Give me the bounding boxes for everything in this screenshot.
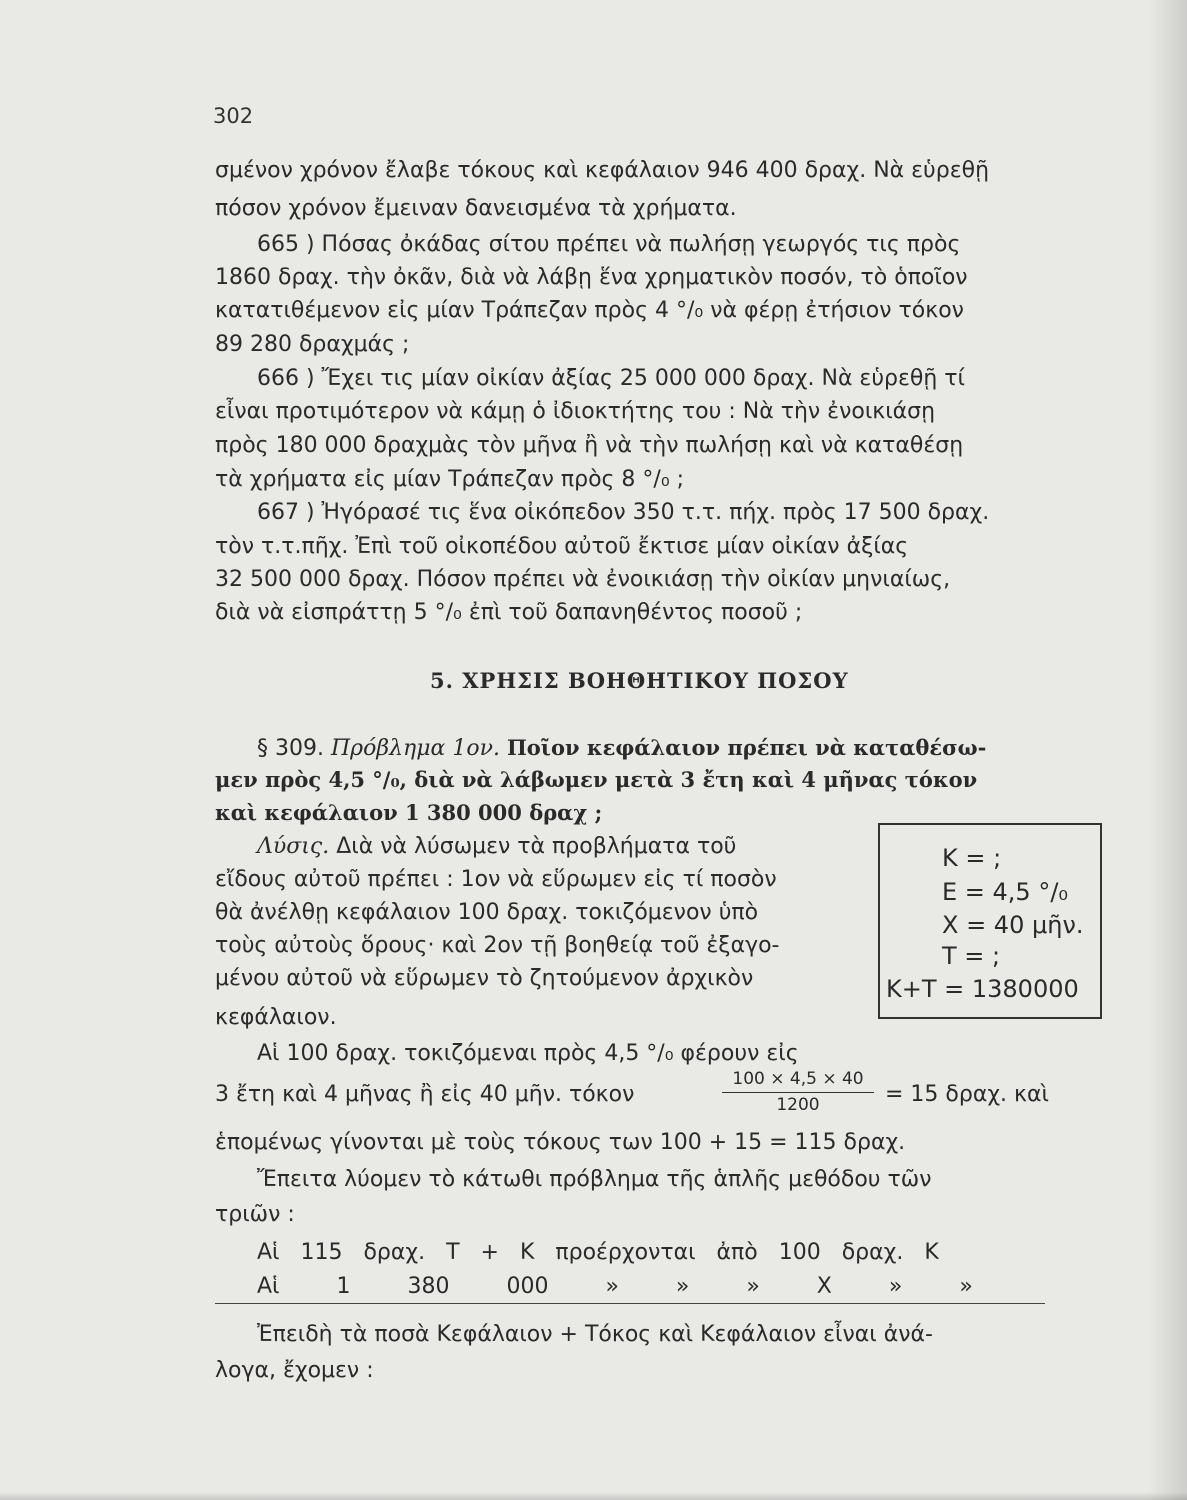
text-line: 1860 δραχ. τὴν ὀκᾶν, διὰ νὰ λάβῃ ἕνα χρηματικὸν ποσόν, τὸ ὁποῖον <box>215 265 968 290</box>
text-line: τὰ χρήματα εἰς μίαν Τράπεζαν πρὸς 8 °/₀ ; <box>215 467 685 492</box>
solution-label: Λύσις. <box>257 834 330 859</box>
text-line: διὰ νὰ εἰσπράττῃ 5 °/₀ ἐπὶ τοῦ δαπανηθέντος ποσοῦ ; <box>215 600 803 625</box>
text-line: θὰ ἀνέλθῃ κεφάλαιον 100 δραχ. τοκιζόμενον ὑπὸ <box>215 900 759 925</box>
text-line: ἑπομένως γίνονται μὲ τοὺς τόκους των 100 + 15 = 115 δραχ. <box>215 1130 906 1155</box>
problem-line-2: μεν πρὸς 4,5 °/₀, διὰ νὰ λάβωμεν μετὰ 3 ἔτη καὶ 4 μῆνας τόκον <box>215 767 978 792</box>
box-rate: E = 4,5 °/₀ <box>942 878 1069 906</box>
divider-rule <box>215 1303 1045 1304</box>
exercise-665: 665 ) Πόσας ὀκάδας σίτου πρέπει νὰ πωλήσῃ γεωργός τις πρὸς <box>257 232 961 257</box>
text-line: Ἔπειτα λύομεν τὸ κάτωθι πρόβλημα τῆς ἁπλῆς μεθόδου τῶν <box>257 1167 932 1192</box>
problem-line-3: καὶ κεφάλαιον 1 380 000 δραχ ; <box>215 800 603 825</box>
page-bottom-edge <box>0 1492 1187 1500</box>
exercise-666: 666 ) Ἔχει τις μίαν οἰκίαν ἀξίας 25 000 000 δραχ. Νὰ εὑρεθῇ τί <box>257 366 965 391</box>
solution-text: Διὰ νὰ λύσωμεν τὰ προβλήματα τοῦ <box>336 834 737 859</box>
text-line: εἴδους αὐτοῦ πρέπει : 1ον νὰ εὕρωμεν εἰς τί ποσὸν <box>215 867 777 892</box>
page-gutter-shadow <box>1147 0 1187 1500</box>
text-line: Ἐπειδὴ τὰ ποσὰ Κεφάλαιον + Τόκος καὶ Κεφάλαιον εἶναι ἀνά- <box>257 1322 933 1347</box>
box-capital: K = ; <box>942 844 1002 872</box>
text-line: Αἱ 100 δραχ. τοκιζόμεναι πρὸς 4,5 °/₀ φέρουν εἰς <box>257 1041 799 1066</box>
problem-label: Πρόβλημα 1ον. <box>330 736 500 761</box>
paragraph-number: § 309. <box>257 736 324 761</box>
problem-text: Ποῖον κεφάλαιον πρέπει νὰ καταθέσω- <box>506 735 987 760</box>
box-total: K+T = 1380000 <box>886 975 1079 1003</box>
text-line: πόσον χρόνον ἔμειναν δανεισμένα τὰ χρήματα. <box>215 196 737 221</box>
text-line: κεφάλαιον. <box>215 1005 337 1030</box>
text-line: σμένον χρόνον ἔλαβε τόκους καὶ κεφάλαιον 946 400 δραχ. Νὰ εὑρεθῇ <box>215 158 990 183</box>
fraction-denominator: 1200 <box>776 1095 820 1115</box>
exercise-667: 667 ) Ἠγόρασέ τις ἕνα οἰκόπεδον 350 τ.τ. πήχ. πρὸς 17 500 δραχ. <box>257 500 990 525</box>
text-line: εἶναι προτιμότερον νὰ κάμῃ ὁ ἰδιοκτήτης του : Νὰ τὴν ἐνοικιάσῃ <box>215 399 936 424</box>
text-line: 3 ἔτη καὶ 4 μῆνας ἢ εἰς 40 μῆν. τόκον <box>215 1082 635 1107</box>
section-heading: 5. ΧΡΗΣΙΣ ΒΟΗΘΗΤΙΚΟΥ ΠΟΣΟΥ <box>430 668 849 693</box>
text-line: μένου αὐτοῦ νὰ εὕρωμεν τὸ ζητούμενον ἀρχικὸν <box>215 966 754 991</box>
solution-line-1 <box>257 832 736 862</box>
text-line: τοὺς αὐτοὺς ὅρους· καὶ 2ον τῇ βοηθείᾳ τοῦ ἐξαγο- <box>215 933 780 958</box>
page-number: 302 <box>213 104 254 128</box>
fraction-bar <box>722 1092 874 1093</box>
problem-line-1 <box>257 733 986 764</box>
text-line: λογα, ἔχομεν : <box>215 1358 374 1383</box>
text-line: πρὸς 180 000 δραχμὰς τὸν μῆνα ἢ νὰ τὴν πωλήσῃ καὶ νὰ καταθέσῃ <box>215 433 964 458</box>
interest-fraction <box>718 1068 878 1115</box>
text-line: 32 500 000 δραχ. Πόσον πρέπει νὰ ἐνοικιάσῃ τὴν οἰκίαν μηνιαίως, <box>215 567 951 592</box>
rule-of-three-row-1: Αἱ 115 δραχ. Τ + Κ προέρχονται ἀπὸ 100 δραχ. Κ <box>257 1240 939 1265</box>
text-line: τριῶν : <box>215 1202 295 1227</box>
given-values-box <box>878 823 1102 1019</box>
box-interest: T = ; <box>942 942 1001 970</box>
box-time: X = 40 μῆν. <box>942 911 1084 939</box>
fraction-numerator: 100 × 4,5 × 40 <box>732 1069 864 1089</box>
text-line: κατατιθέμενον εἰς μίαν Τράπεζαν πρὸς 4 °/₀ νὰ φέρῃ ἐτήσιον τόκον <box>215 298 964 323</box>
rule-of-three-row-2: Αἱ 1 380 000 » » » Χ » » <box>257 1274 973 1299</box>
text-line: 89 280 δραχμάς ; <box>215 332 410 357</box>
text-line: = 15 δραχ. καὶ <box>885 1082 1049 1107</box>
text-line: τὸν τ.τ.πῆχ. Ἐπὶ τοῦ οἰκοπέδου αὐτοῦ ἔκτισε μίαν οἰκίαν ἀξίας <box>215 534 909 559</box>
